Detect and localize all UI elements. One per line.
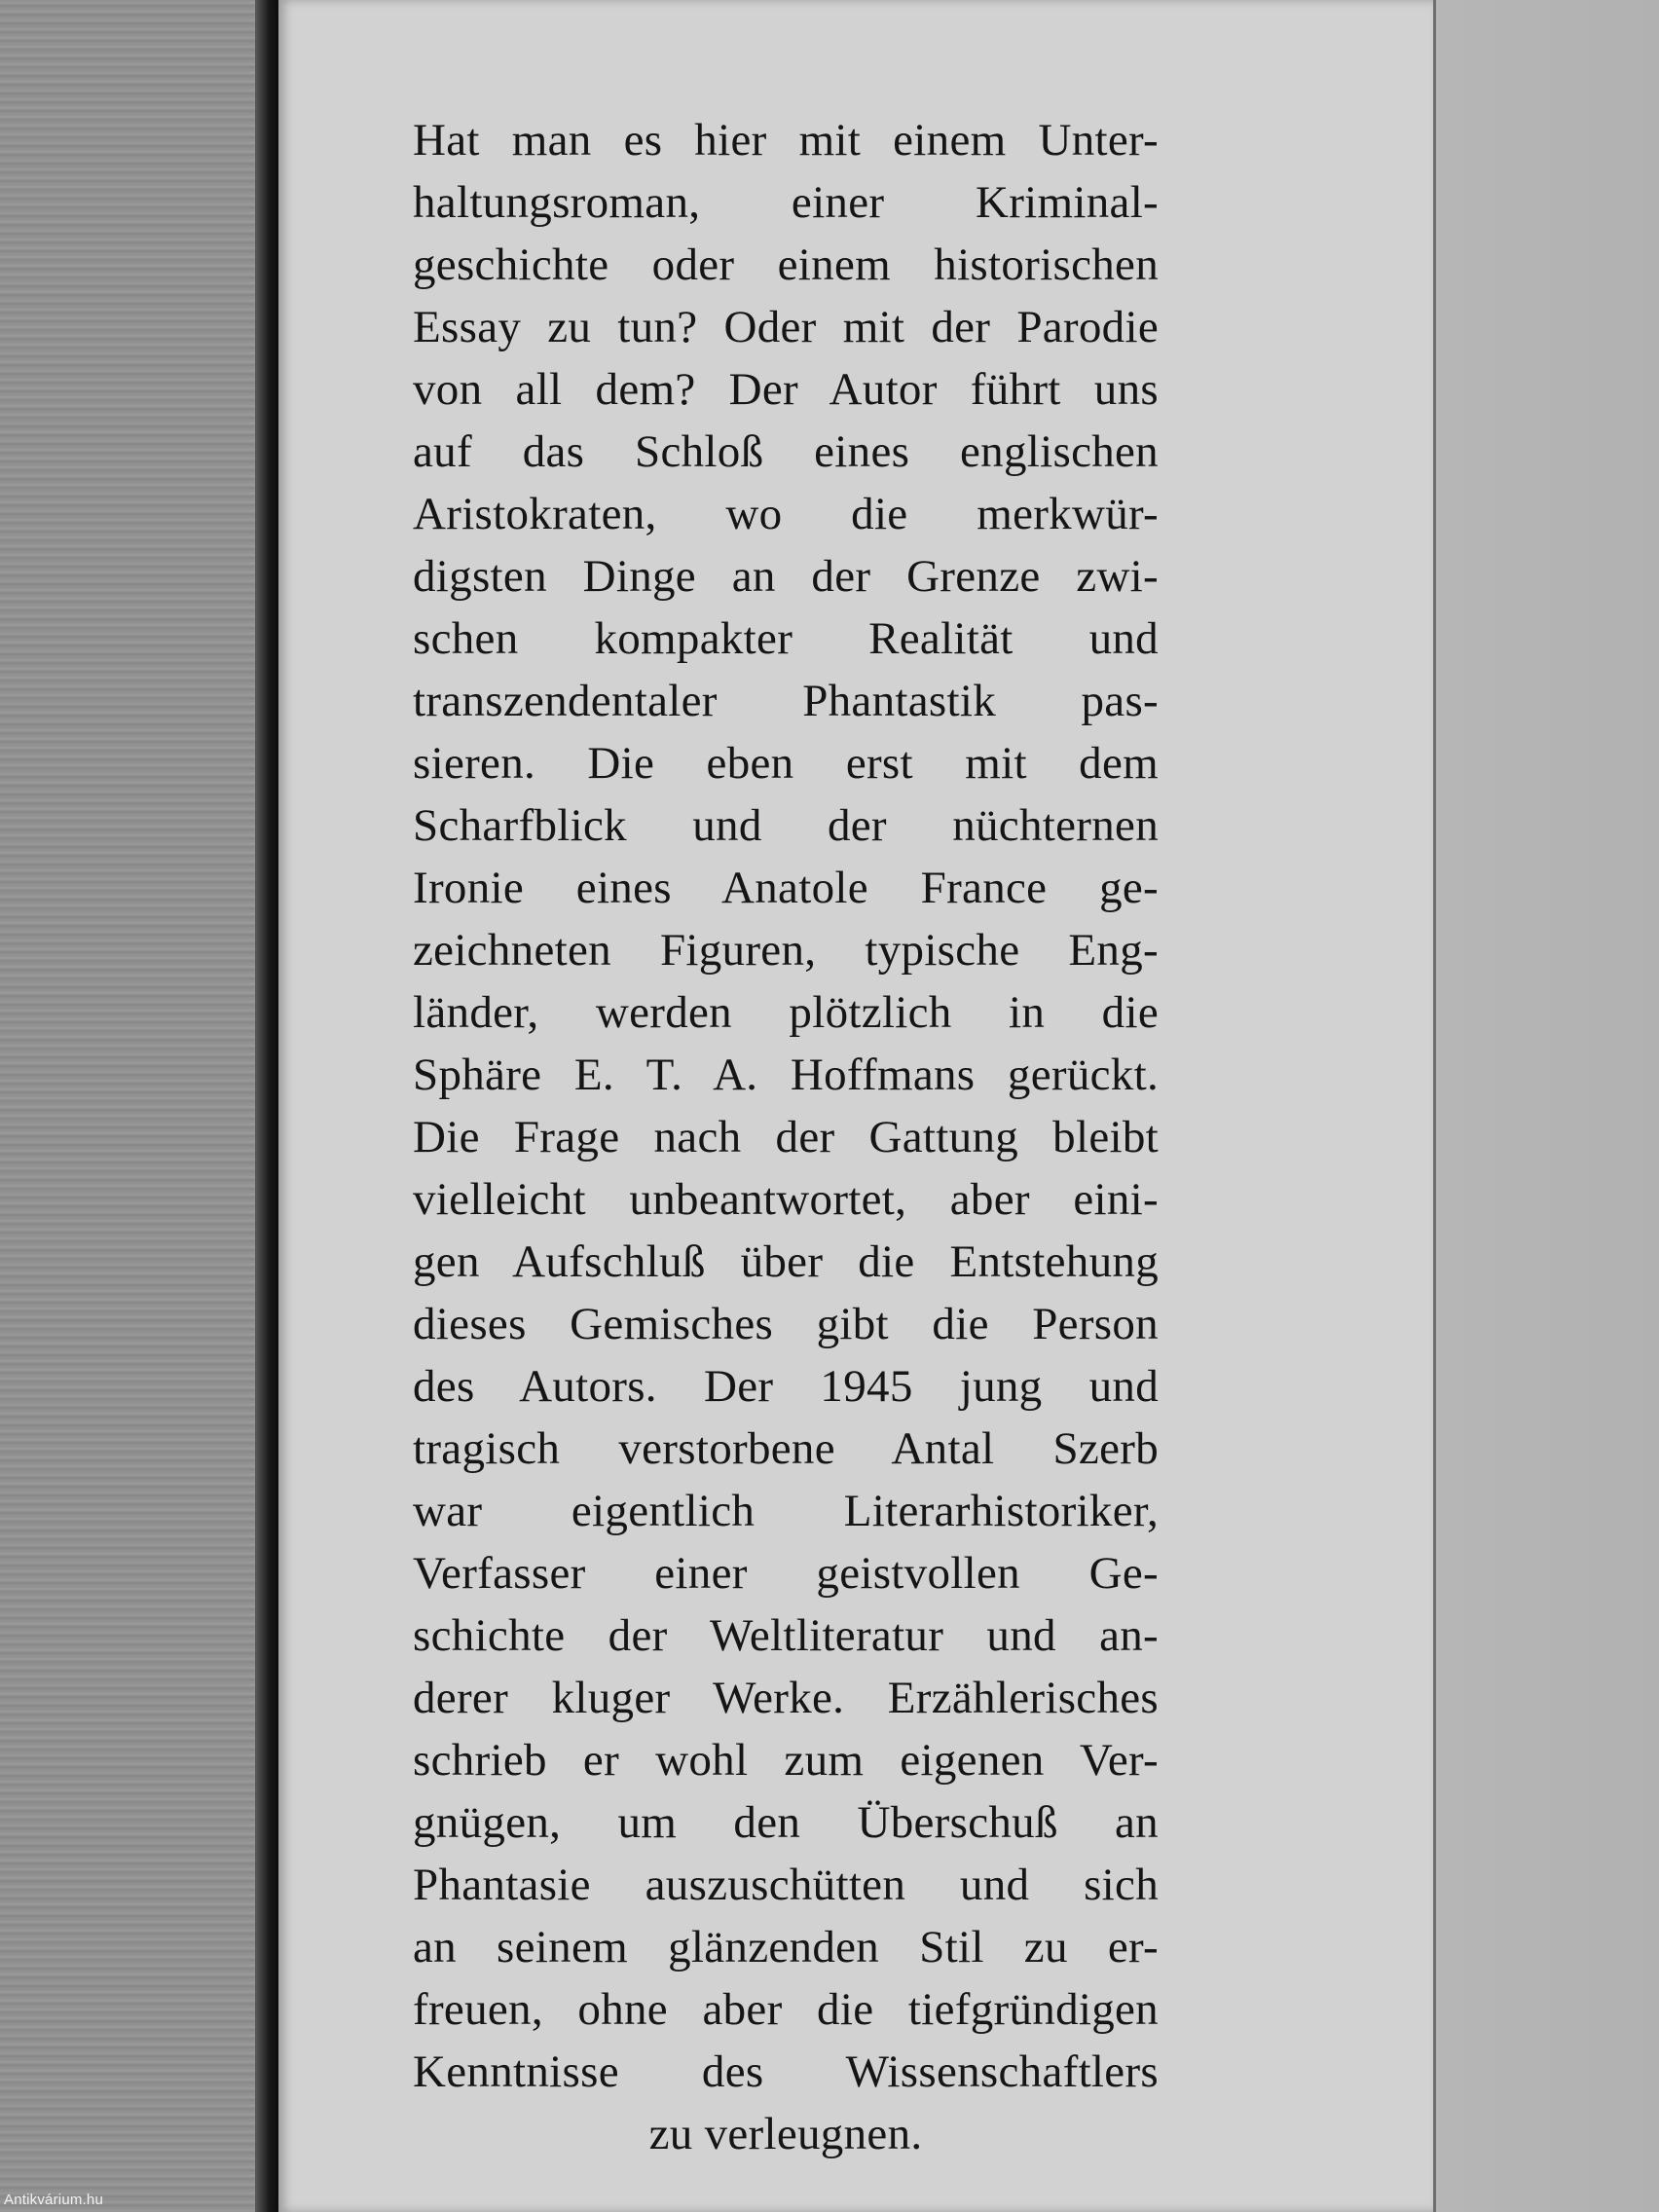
text-line: schrieb er wohl zum eigenen Ver- <box>413 1735 1159 1786</box>
text-line: geschichte oder einem historischen <box>413 240 1159 290</box>
text-line: an seinem glänzenden Stil zu er- <box>413 1922 1159 1972</box>
text-line: transzendentaler Phantastik pas- <box>413 676 1159 726</box>
text-line: Die Frage nach der Gattung bleibt <box>413 1112 1159 1162</box>
text-line: Kenntnisse des Wissenschaftlers <box>413 2046 1159 2097</box>
text-line: Verfasser einer geistvollen Ge- <box>413 1548 1159 1599</box>
book-page-right-edge <box>1433 0 1659 2212</box>
text-line: schichte der Weltliteratur und an- <box>413 1610 1159 1661</box>
text-line: schen kompakter Realität und <box>413 613 1159 664</box>
text-line: derer kluger Werke. Erzählerisches <box>413 1673 1159 1723</box>
blurb-text-block <box>413 109 1159 2165</box>
text-line: gen Aufschluß über die Entstehung <box>413 1236 1159 1287</box>
text-line: haltungsroman, einer Kriminal- <box>413 177 1159 228</box>
text-line: zeichneten Figuren, typische Eng- <box>413 925 1159 976</box>
text-line: gnügen, um den Überschuß an <box>413 1797 1159 1848</box>
text-line: länder, werden plötzlich in die <box>413 987 1159 1038</box>
text-line: des Autors. Der 1945 jung und <box>413 1361 1159 1412</box>
text-line: Phantasie auszuschütten und sich <box>413 1860 1159 1910</box>
text-line-final: zu verleugnen. <box>648 2109 923 2159</box>
text-line: Sphäre E. T. A. Hoffmans gerückt. <box>413 1050 1159 1100</box>
text-line: auf das Schloß eines englischen <box>413 426 1159 477</box>
book-spine-shadow <box>255 0 278 2212</box>
text-line: Ironie eines Anatole France ge- <box>413 863 1159 913</box>
text-line: freuen, ohne aber die tiefgründigen <box>413 1984 1159 2035</box>
watermark: Antikvárium.hu <box>4 2192 104 2208</box>
text-line: Essay zu tun? Oder mit der Parodie <box>413 302 1159 352</box>
text-line: dieses Gemisches gibt die Person <box>413 1299 1159 1349</box>
text-line: von all dem? Der Autor führt uns <box>413 364 1159 415</box>
text-line: Hat man es hier mit einem Unter- <box>413 115 1159 166</box>
text-line: sieren. Die eben erst mit dem <box>413 738 1159 789</box>
book-cover-left <box>0 0 255 2212</box>
text-line: vielleicht unbeantwortet, aber eini- <box>413 1174 1159 1225</box>
text-line: Scharfblick und der nüchternen <box>413 800 1159 851</box>
text-line: tragisch verstorbene Antal Szerb <box>413 1423 1159 1474</box>
text-line: Aristokraten, wo die merkwür- <box>413 489 1159 539</box>
text-line: digsten Dinge an der Grenze zwi- <box>413 551 1159 602</box>
text-line: war eigentlich Literarhistoriker, <box>413 1486 1159 1536</box>
